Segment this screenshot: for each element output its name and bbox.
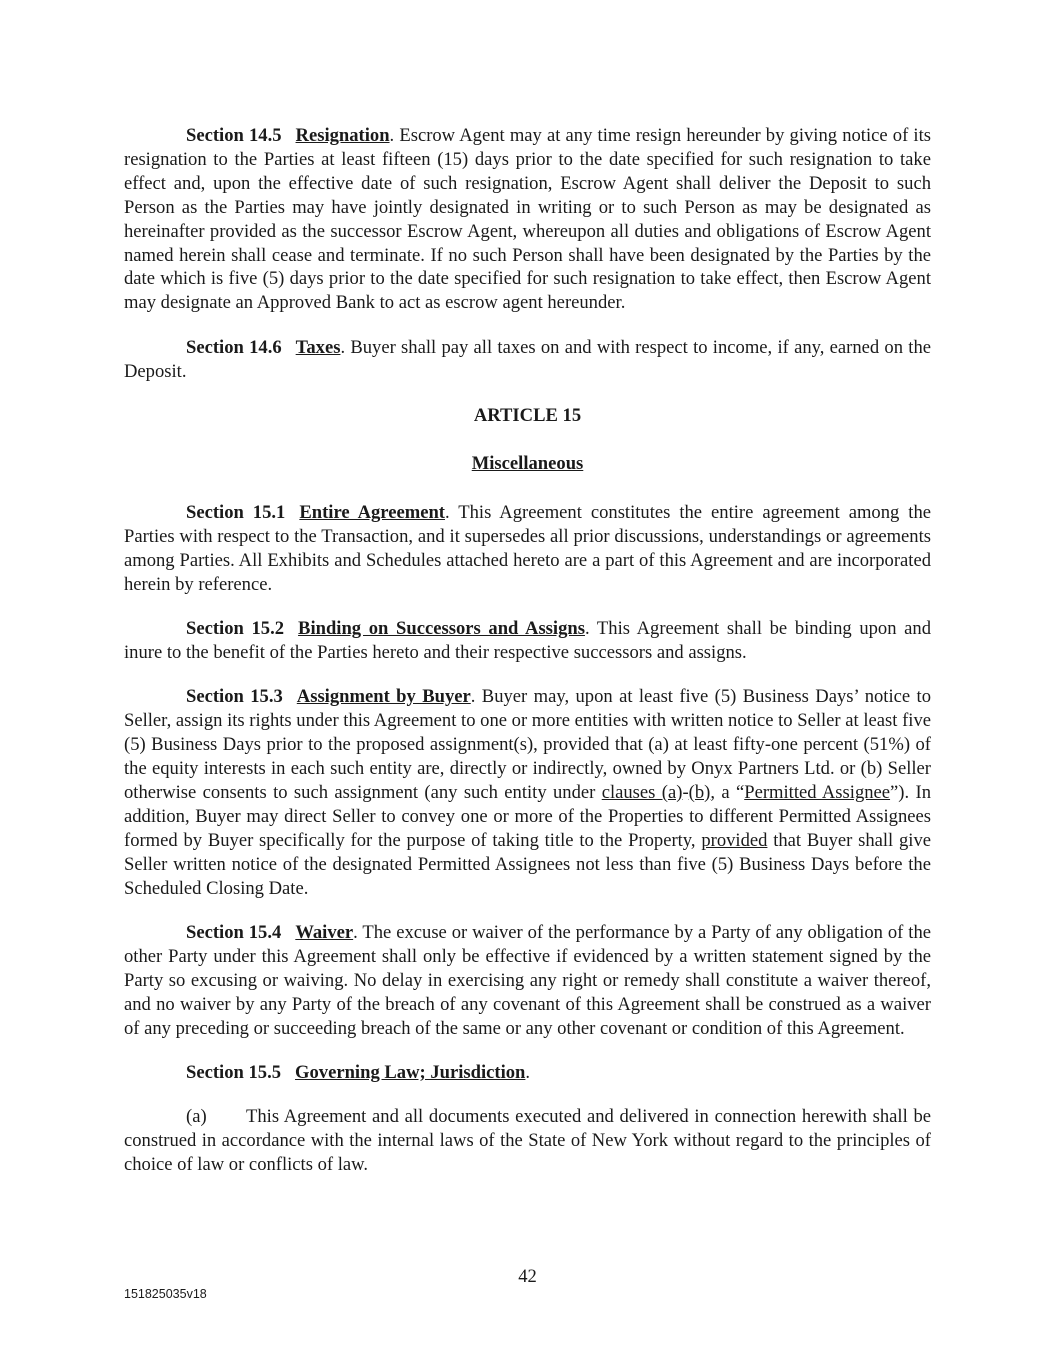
section-15-5-a — [124, 1105, 931, 1177]
section-body: . This Agreement constitutes the entire agreement among the Parties with respect to the Transaction, and it supersedes all prior discussions, understandings or agreements among Parties. All Exhibits and Schedules attached hereto are a part of this Agreement and are incorporated herein by reference. — [124, 501, 932, 595]
permitted-assignee-term: Permitted Assignee — [744, 781, 891, 803]
section-number: Section 15.1 — [186, 501, 286, 523]
section-15-5 — [124, 1061, 931, 1085]
section-body: that Buyer shall give Seller written notice of the designated Permitted Assignees not less than five (5) Business Days before the Scheduled Closing Date. — [124, 829, 931, 899]
subparagraph-label: (a) — [186, 1106, 207, 1128]
section-body: . The excuse or waiver of the performance by a Party of any obligation of the other Party under this Agreement shall only be effective if evidenced by a written statement signed by the Party so excusing or waiving. No delay in exercising any right or remedy shall constitute a waiver thereof, and no waiver by any Party of the breach of any covenant of this Agreement shall be construed as a waiver of any preceding or succeeding breach of the same or any other covenant or condition of this Agreement. — [124, 921, 932, 1039]
section-15-1 — [124, 501, 931, 597]
section-15-3 — [124, 685, 931, 900]
section-14-6 — [124, 336, 931, 384]
section-body: , a “ — [710, 781, 745, 803]
section-number: Section 15.4 — [186, 921, 282, 943]
section-title: Governing Law; Jurisdiction — [295, 1062, 526, 1083]
section-number: Section 14.5 — [186, 125, 282, 146]
section-body: . This Agreement shall be binding upon and inure to the benefit of the Parties hereto and their respective successors and assigns. — [124, 618, 932, 663]
dash: - — [682, 781, 689, 803]
section-15-2 — [124, 617, 931, 665]
clause-b-ref: (b) — [688, 781, 711, 803]
section-number: Section 15.2 — [186, 618, 285, 639]
article-heading: ARTICLE 15 — [473, 405, 582, 427]
provided-term: provided — [701, 829, 768, 851]
section-title: Waiver — [295, 921, 354, 943]
section-body: . — [525, 1062, 531, 1083]
section-title: Binding on Successors and Assigns — [298, 618, 585, 639]
section-title: Resignation — [295, 125, 390, 146]
clauses-a-ref: clauses (a) — [601, 781, 683, 803]
section-title: Taxes — [295, 336, 341, 358]
page-content — [124, 124, 931, 1198]
section-title: Assignment by Buyer — [296, 686, 471, 708]
page-number: 42 — [518, 1266, 537, 1287]
section-body: ”). In addition, Buyer may direct Seller to convey one or more of the Properties to different Permitted Assignees formed by Buyer specifically for the purpose of taking title to the Property, — [124, 781, 932, 851]
section-body: . Escrow Agent may at any time resign hereunder by giving notice of its resignation to the Parties at least fifteen (15) days prior to the date specified for such resignation to take effect and, upon the effective date of such resignation, Escrow Agent shall deliver the Deposit to such Person as the Parties may have jointly designated in writing or to such Person as may be designated as hereinafter provided as the successor Escrow Agent, whereupon all duties and obligations of Escrow Agent named herein shall cease and terminate. If no such Person shall have been designated by the Parties by the date which is five (5) days prior to the date specified for such resignation to take effect, then Escrow Agent may designate an Approved Bank to act as escrow agent hereunder. — [124, 125, 931, 314]
section-number: Section 15.5 — [186, 1062, 282, 1083]
section-15-4 — [124, 921, 931, 1041]
section-title: Entire Agreement — [299, 501, 445, 523]
section-body: . Buyer may, upon at least five (5) Business Days’ notice to Seller, assign its rights under this Agreement to one or more entities with written notice to Seller at least five (5) Business Days prior to the proposed assignment(s), provided that (a) at least fifty-one percent (51%) of the equity interests in each such entity are, directly or indirectly, owned by Onyx Partners Ltd. or (b) Seller otherwise consents to such assignment (any such entity under — [124, 686, 931, 803]
section-number: Section 14.6 — [186, 336, 282, 358]
document-id: 151825035v18 — [124, 1287, 207, 1301]
section-number: Section 15.3 — [186, 686, 283, 708]
article-subheading: Miscellaneous — [471, 453, 584, 475]
section-14-5 — [124, 124, 931, 315]
subparagraph-body: This Agreement and all documents executed and delivered in connection herewith shall be construed in accordance with the internal laws of the State of New York without regard to the principles of choice of law or conflicts of law. — [124, 1106, 931, 1176]
section-body: . Buyer shall pay all taxes on and with respect to income, if any, earned on the Deposit. — [124, 336, 932, 382]
